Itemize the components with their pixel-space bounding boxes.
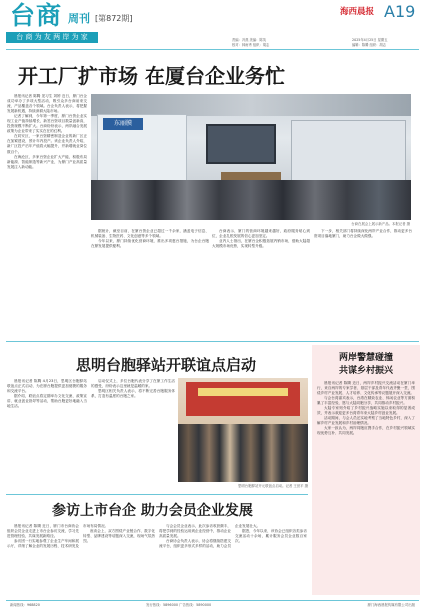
footer xyxy=(6,602,419,610)
article2-text-left xyxy=(7,379,87,492)
visitor-crowd xyxy=(91,180,411,220)
paragraph: 台商协会负责人表示，协会将继续搭建交流平台，组织更多形式多样的活动，助力会员企业发展壮大。 xyxy=(159,524,261,549)
exhibition-screen xyxy=(206,124,276,164)
lead-text-middle xyxy=(91,229,209,339)
lead-photo xyxy=(91,94,411,220)
lead-text-left xyxy=(7,94,87,338)
paragraph: 活动期间，与会人员还实地考察了当地特色乡村，深入了解乡村产业发展和乡村治理情况。 xyxy=(317,416,415,426)
masthead-slogan-bar xyxy=(6,32,98,43)
lead-headline: 开工厂扩市场 在厦台企业务忙 xyxy=(18,64,285,88)
page-number: A19 xyxy=(384,2,416,21)
paragraph: 在海沧区，多家台资企业扩大产能，积极布局新能源、智能制造等新兴产业，为厦门产业高质量发展注入新动能。 xyxy=(7,154,87,169)
paragraph: 记者了解到，今年第一季度，厦门台资企业实现工业产值持续增长，新签台资项目数量创新高，投资规模不断扩大。台商纷纷表示，两岸融合发展政策为企业带来了实实在在的红利。 xyxy=(7,114,87,134)
footer-rule xyxy=(6,600,419,601)
paragraph: 大家一致认为，两岸同胞应携手合作，在乡村振兴领域实现优势互补、共同发展。 xyxy=(317,426,415,436)
article2-headline: 思明台胞驿站开联谊点启动 xyxy=(76,356,257,374)
paragraph: 今年以来，厦门持续优化营商环境，推出多项惠台措施，为台企台胞在厦发展提供便利。 xyxy=(91,239,209,249)
paper-name: 海西晨报 xyxy=(340,7,375,17)
sidebar-headline-1: 两岸警慧碰撞 xyxy=(338,353,393,363)
article2-photo xyxy=(178,378,308,482)
footer-publisher: 厦门海西晨报传媒有限公司出版 xyxy=(367,603,415,607)
meta-line: 校对：林雨秀 组织：胡志 xyxy=(232,42,270,47)
meta-line: 编辑：陈腾 组织：胡志 xyxy=(352,42,387,47)
masthead-meta xyxy=(232,38,350,47)
paragraph: 座谈会上，双方围绕产业链合作、数字化转型、品牌建设等话题深入交流，现场气氛热烈。 xyxy=(83,529,155,544)
paragraph: 与会台湾嘉宾表示，台湾在精致农业、休闲农业等方面积累了丰富经验，愿与大陆同胞分享，共同推动乡村振兴。 xyxy=(317,396,415,406)
article2-text-middle xyxy=(91,379,175,492)
meta-line: 责编：冯燕 美编：陈英 xyxy=(232,38,267,42)
sidebar-text xyxy=(317,381,415,591)
masthead-title: 台商 xyxy=(10,1,63,30)
masthead xyxy=(0,0,425,53)
paragraph: 大陆专家则介绍了乡村振兴战略实施以来取得的显著成效，并表示欢迎更多台湾青年来大陆乡村创业发展。 xyxy=(317,406,415,416)
paragraph: 据介绍，联谊点将定期举办文化交流、政策宣讲、就业创业指导等活动，帮助台胞更好地融入当地生活。 xyxy=(7,394,87,409)
article3-headline: 参访上市台企 助力会员企业发展 xyxy=(52,503,253,519)
exhibition-ceiling xyxy=(91,94,411,116)
paragraph: 与会会员企业表示，此次参访收获颇丰，将把学到的经验运用到企业经营中，推动企业高质量发展。 xyxy=(159,524,231,539)
paragraph: 晨报讯记者 陈腾 近日，厦门市台商协会组织会员企业走进上市台企参访交流，学习先进管理经验，共谋发展新路径。 xyxy=(7,524,79,539)
paragraph: 晨报讯记者 陈腾 近日，两岸乡村振兴交流活动在厦门举行，来自两岸的专家学者、基层干部及青年代表齐聚一堂，围绕乡村产业发展、人才培养、文化传承等议题展开深入交流。 xyxy=(317,381,415,396)
issue-number: [第872期] xyxy=(95,14,133,23)
masthead-date xyxy=(352,38,422,47)
lead-text-right xyxy=(212,229,412,339)
section-divider xyxy=(6,494,308,495)
footer-distribution: 发行热线：5896000 广告热线：5890000 xyxy=(146,603,212,607)
paragraph: 启动仪式上，多位台胞代表分享了在厦工作生活的感受，纷纷表示这里就是温暖的家。 xyxy=(91,379,175,389)
lead-photo-caption: 台商在展会上展示新产品。本报记者 摄 xyxy=(351,222,410,226)
sidebar-headline-2: 共谋乡村振兴 xyxy=(338,366,393,376)
backdrop-banner xyxy=(198,388,288,396)
masthead-subtitle: 周刊 xyxy=(68,12,90,25)
meta-line: 2025年4月25日 星期五 xyxy=(352,38,388,42)
booth-sign-label: 东丽膜 xyxy=(113,120,132,127)
section-divider xyxy=(6,341,419,342)
paragraph: 参访团一行实地参观了企业生产车间和展示厅，详细了解企业的发展历程、技术研发及市场布局情况。 xyxy=(7,524,109,549)
sidebar-box xyxy=(312,345,420,595)
masthead-rule xyxy=(6,49,419,50)
paragraph: 据统计，截至目前，在厦台资企业已超过一千余家，涵盖电子信息、机械装备、生物医药、文化创意等多个领域。 xyxy=(91,229,209,239)
masthead-slogan: 台 商 为 友 两 岸 为 家 xyxy=(16,33,88,41)
paper-logo xyxy=(340,3,380,23)
paragraph: 下一步，相关部门将持续深化两岸产业合作，推动更多台资项目落地厦门，助力台企做大做强。 xyxy=(314,229,412,239)
article2-photo-caption: 思明台胞驿站开元联谊点启动。记者 王世平 摄 xyxy=(238,484,308,488)
paragraph: 台商表示，厦门的营商环境越来越好，政府服务贴心到位，企业扎根发展的信心更加坚定。 xyxy=(212,229,310,239)
group-photo-people xyxy=(178,424,308,482)
paragraph: 思明区相关负责人表示，将不断完善台胞服务体系，打造有温度的台胞之家。 xyxy=(91,389,175,399)
paragraph: 晨报讯记者 陈腾 4月23日，思明区台胞驿站联谊点正式启动，为在厦台胞提供更加便捷的服务和交流平台。 xyxy=(7,379,87,394)
footer-hotline: 新闻热线：968820 xyxy=(10,603,40,607)
paragraph: 在同安区，一家台资精密制造企业的新厂区正在加紧建设，预计年内投产。该企业负责人介绍，新厂区投产后年产值将大幅提升，并新增就业岗位数百个。 xyxy=(7,134,87,154)
article3-text xyxy=(7,524,307,598)
paragraph: 晨报讯记者 陈腾 见习生 刘婷 近日，厦门台企成功举办了多项大型活动，吸引众多台商前来交流，产品覆盖各个领域。台企负责人表示，将把握发展新机遇，持续深耕大陆市场。 xyxy=(7,94,87,114)
booth-sign xyxy=(103,118,143,130)
paragraph: 据悉，今年以来，该协会已组织各类参访交流活动十余场，累计服务会员企业数百家次。 xyxy=(235,529,307,544)
exhibition-booth xyxy=(291,120,406,186)
paragraph: 业内人士指出，在厦台企积极拓展内销市场，借助大陆超大规模市场优势，实现转型升级。 xyxy=(212,239,310,249)
